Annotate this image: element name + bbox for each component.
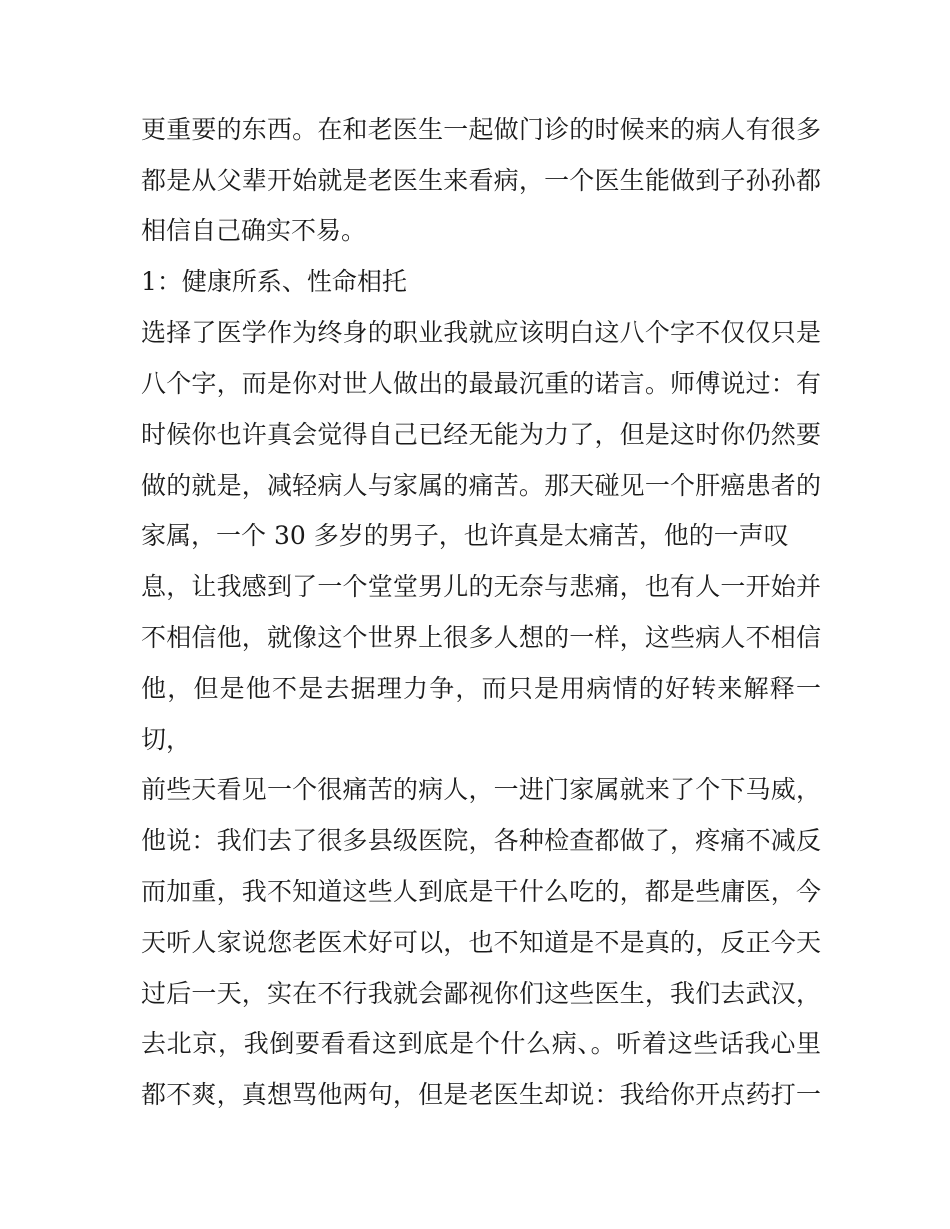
text-line: 相信自己确实不易。 bbox=[141, 216, 367, 245]
text-line: 天听人家说您老医术好可以，也不知道是不是真的，反正今天 bbox=[141, 928, 821, 957]
text-line: 他说：我们去了很多县级医院，各种检查都做了，疼痛不减反 bbox=[141, 826, 821, 855]
text-line: 不相信他，就像这个世界上很多人想的一样，这些病人不相信 bbox=[141, 623, 821, 652]
text-line: 都不爽，真想骂他两句，但是老医生却说：我给你开点药打一 bbox=[141, 1080, 821, 1109]
text-line: 时候你也许真会觉得自己已经无能为力了，但是这时你仍然要 bbox=[141, 420, 821, 449]
text-line: 选择了医学作为终身的职业我就应该明白这八个字不仅仅只是 bbox=[141, 318, 821, 347]
text-line: 八个字，而是你对世人做出的最最沉重的诺言。师傅说过：有 bbox=[141, 369, 821, 398]
text-line: 做的就是，减轻病人与家属的痛苦。那天碰见一个肝癌患者的 bbox=[141, 471, 821, 500]
text-line: 去北京，我倒要看看这到底是个什么病、。听着这些话我心里 bbox=[141, 1029, 821, 1058]
text-line: 都是从父辈开始就是老医生来看病，一个医生能做到子孙孙都 bbox=[141, 166, 821, 195]
text-line: 切， bbox=[141, 725, 192, 754]
section-heading: 1：健康所系、性命相托 bbox=[141, 267, 407, 296]
text-line: 过后一天，实在不行我就会鄙视你们这些医生，我们去武汉， bbox=[141, 979, 821, 1008]
text-line: 他，但是他不是去据理力争，而只是用病情的好转来解释一 bbox=[141, 674, 821, 703]
text-line: 而加重，我不知道这些人到底是干什么吃的，都是些庸医，今 bbox=[141, 877, 821, 906]
text-line: 更重要的东西。在和老医生一起做门诊的时候来的病人有很多 bbox=[141, 115, 821, 144]
text-line: 前些天看见一个很痛苦的病人，一进门家属就来了个下马威， bbox=[141, 775, 821, 804]
text-line: 息，让我感到了一个堂堂男儿的无奈与悲痛，也有人一开始并 bbox=[141, 572, 821, 601]
text-line: 家属，一个 30 多岁的男子，也许真是太痛苦，他的一声叹 bbox=[141, 521, 789, 550]
